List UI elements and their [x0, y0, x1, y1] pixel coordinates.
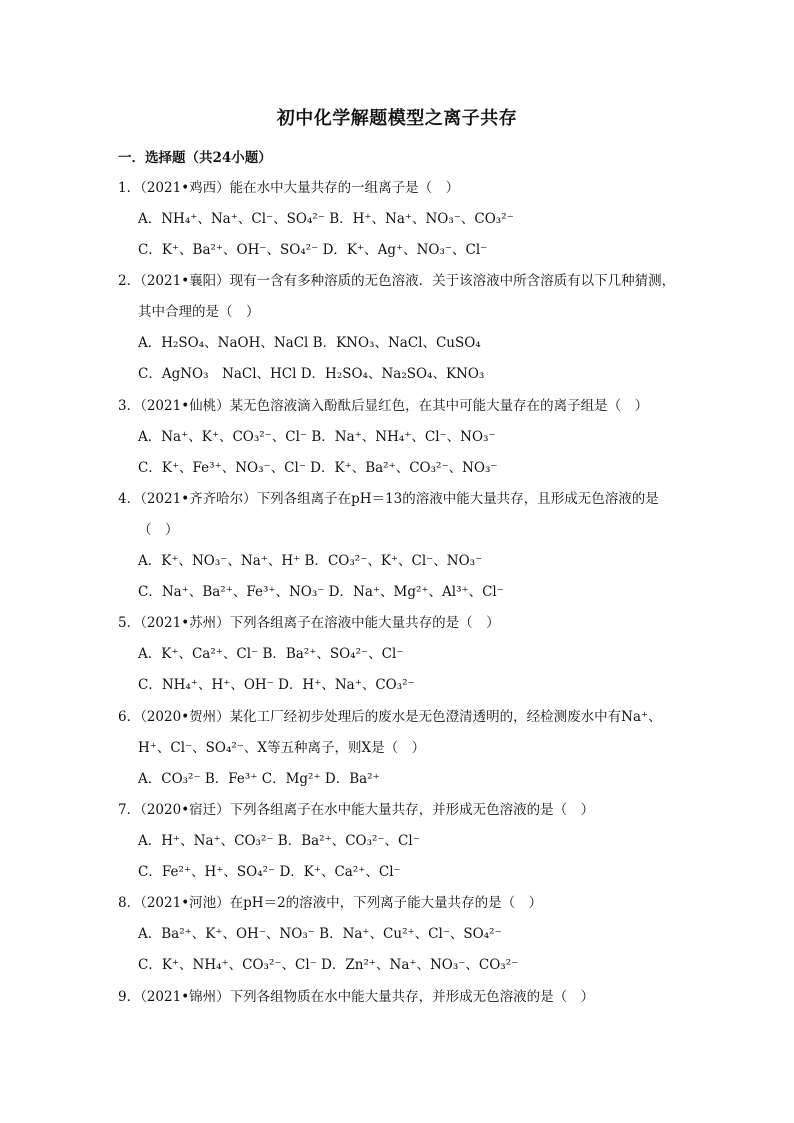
question-1-options-ab: A．NH₄⁺、Na⁺、Cl⁻、SO₄²⁻ B．H⁺、Na⁺、NO₃⁻、CO₃²⁻ [138, 211, 514, 227]
question-3-options-ab: A．Na⁺、K⁺、CO₃²⁻、Cl⁻ B．Na⁺、NH₄⁺、Cl⁻、NO₃⁻ [138, 429, 496, 445]
question-5-stem: 5．（2021•苏州）下列各组离子在溶液中能大量共存的是（ ） [118, 615, 500, 631]
question-4-options-ab: A．K⁺、NO₃⁻、Na⁺、H⁺ B．CO₃²⁻、K⁺、Cl⁻、NO₃⁻ [138, 553, 483, 569]
question-1-options-cd: C．K⁺、Ba²⁺、OH⁻、SO₄²⁻ D．K⁺、Ag⁺、NO₃⁻、Cl⁻ [138, 242, 488, 258]
question-5-options-cd: C．NH₄⁺、H⁺、OH⁻ D．H⁺、Na⁺、CO₃²⁻ [138, 677, 415, 693]
question-2-options-cd: C．AgNO₃ NaCl、HCl D．H₂SO₄、Na₂SO₄、KNO₃ [138, 366, 485, 382]
question-4-options-cd: C．Na⁺、Ba²⁺、Fe³⁺、NO₃⁻ D．Na⁺、Mg²⁺、Al³⁺、Cl⁻ [138, 584, 504, 600]
page-title: 初中化学解题模型之离子共存 [276, 108, 518, 129]
question-5-options-ab: A．K⁺、Ca²⁺、Cl⁻ B．Ba²⁺、SO₄²⁻、Cl⁻ [138, 646, 404, 662]
question-9-stem: 9．（2021•锦州）下列各组物质在水中能大量共存，并形成无色溶液的是（ ） [118, 989, 595, 1005]
question-7-options-cd: C．Fe²⁺、H⁺、SO₄²⁻ D．K⁺、Ca²⁺、Cl⁻ [138, 864, 401, 880]
question-4-stem: 4．（2021•齐齐哈尔）下列各组离子在pH＝13的溶液中能大量共存，且形成无色溶液的是 [118, 491, 659, 507]
question-6-stem: 6．（2020•贺州）某化工厂经初步处理后的废水是无色澄清透明的，经检测废水中有Na⁺、 [118, 709, 662, 725]
question-4-stem-continued: （ ） [138, 522, 179, 538]
question-3-stem: 3．（2021•仙桃）某无色溶液滴入酚酞后显红色，在其中可能大量存在的离子组是（ ） [118, 398, 649, 414]
section-heading: 一．选择题（共24小题） [118, 150, 272, 166]
question-2-stem-continued: 其中合理的是（ ） [138, 304, 260, 320]
question-8-options-ab: A．Ba²⁺、K⁺、OH⁻、NO₃⁻ B．Na⁺、Cu²⁺、Cl⁻、SO₄²⁻ [138, 926, 502, 942]
question-6-options: A．CO₃²⁻ B．Fe³⁺ C．Mg²⁺ D．Ba²⁺ [138, 771, 380, 787]
question-7-stem: 7．（2020•宿迁）下列各组离子在水中能大量共存，并形成无色溶液的是（ ） [118, 802, 595, 818]
question-2-stem: 2．（2021•襄阳）现有一含有多种溶质的无色溶液．关于该溶液中所含溶质有以下几种猜测， [118, 273, 676, 289]
question-8-stem: 8．（2021•河池）在pH＝2的溶液中，下列离子能大量共存的是（ ） [118, 895, 543, 911]
question-2-options-ab: A．H₂SO₄、NaOH、NaCl B．KNO₃、NaCl、CuSO₄ [138, 335, 481, 351]
question-6-stem-continued: H⁺、Cl⁻、SO₄²⁻、X等五种离子，则X是（ ） [138, 740, 426, 756]
question-8-options-cd: C．K⁺、NH₄⁺、CO₃²⁻、Cl⁻ D．Zn²⁺、Na⁺、NO₃⁻、CO₃²⁻ [138, 957, 519, 973]
question-7-options-ab: A．H⁺、Na⁺、CO₃²⁻ B．Ba²⁺、CO₃²⁻、Cl⁻ [138, 833, 420, 849]
question-3-options-cd: C．K⁺、Fe³⁺、NO₃⁻、Cl⁻ D．K⁺、Ba²⁺、CO₃²⁻、NO₃⁻ [138, 460, 498, 476]
question-1-stem: 1．（2021•鸡西）能在水中大量共存的一组离子是（ ） [118, 180, 460, 196]
